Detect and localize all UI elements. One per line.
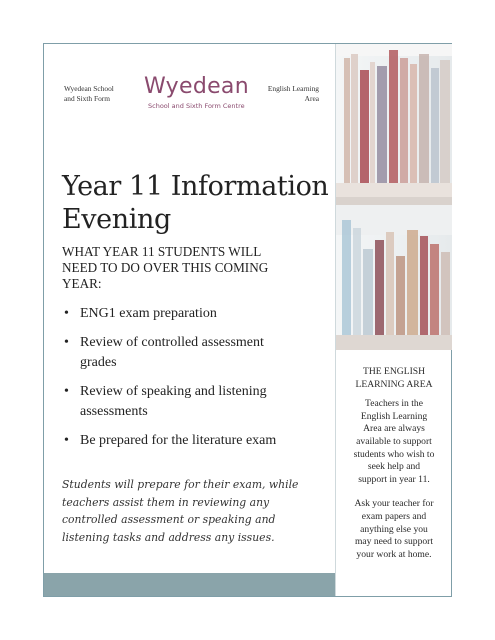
bookshelf-image (336, 44, 452, 350)
task-text: grades (80, 355, 117, 370)
task-text: assessments (80, 404, 148, 419)
department-name (256, 84, 319, 103)
sidebar-text (336, 366, 452, 573)
bookshelf-photo (336, 44, 452, 350)
sidebar-line: Area are always (363, 423, 425, 435)
sidebar-line: your work at home. (356, 548, 432, 560)
page-title (62, 170, 332, 236)
task-list-item (62, 304, 332, 324)
sidebar-line: anything else you (360, 523, 428, 535)
bullet-icon: • (64, 306, 69, 321)
sidebar-paragraph (342, 498, 446, 561)
department-name-line: Area (304, 93, 319, 103)
school-name-line: and Sixth Form (64, 93, 110, 103)
sidebar-line: seek help and (367, 461, 421, 473)
closing-line: controlled assessment or speaking and (62, 513, 276, 526)
sidebar (335, 44, 451, 596)
task-text: Review of speaking and listening (80, 384, 267, 399)
sidebar-heading-line: LEARNING AREA (355, 378, 433, 390)
task-list (62, 304, 332, 460)
closing-line: Students will prepare for their exam, while (62, 478, 299, 491)
school-name-line: Wyedean School (64, 84, 114, 93)
task-list-item (62, 382, 332, 422)
title-line: Year 11 Information (62, 171, 329, 202)
flyer-page (43, 43, 452, 597)
sidebar-line: students who wish to (353, 448, 435, 460)
sidebar-line: exam papers and (361, 510, 427, 522)
school-logo: Wyedean (144, 74, 249, 99)
sidebar-line: English Learning (360, 410, 428, 422)
closing-note (62, 476, 327, 546)
task-text: Review of controlled assessment (80, 335, 264, 350)
sidebar-heading (340, 366, 448, 391)
sidebar-line: Ask your teacher for (354, 498, 434, 510)
sidebar-heading-line: THE ENGLISH (362, 366, 426, 377)
task-text: ENG1 exam preparation (80, 306, 217, 321)
school-name (64, 84, 134, 103)
department-name-line: English Learning (267, 84, 319, 93)
sidebar-line: may need to support (354, 536, 434, 548)
sidebar-line: available to support (356, 435, 432, 447)
sidebar-line: support in year 11. (358, 473, 430, 485)
sidebar-paragraph (342, 398, 446, 486)
bullet-icon: • (64, 335, 69, 350)
bullet-icon: • (64, 433, 69, 448)
sidebar-line: Teachers in the (365, 398, 423, 410)
closing-line: listening tasks and address any issues. (62, 530, 275, 544)
section-heading-line: WHAT YEAR 11 STUDENTS WILL (62, 244, 262, 259)
title-line: Evening (62, 204, 171, 235)
main-column (44, 44, 335, 574)
section-heading-line: YEAR: (62, 276, 102, 292)
task-text: Be prepared for the literature exam (80, 433, 277, 448)
footer-band (44, 573, 335, 596)
section-heading-line: NEED TO DO OVER THIS COMING (62, 260, 269, 276)
closing-line: teachers assist them in reviewing any (62, 495, 270, 509)
school-logo-subtitle: School and Sixth Form Centre (148, 102, 245, 110)
task-list-item (62, 333, 332, 373)
task-list-item (62, 431, 332, 451)
bullet-icon: • (64, 384, 69, 399)
section-heading (62, 244, 324, 293)
